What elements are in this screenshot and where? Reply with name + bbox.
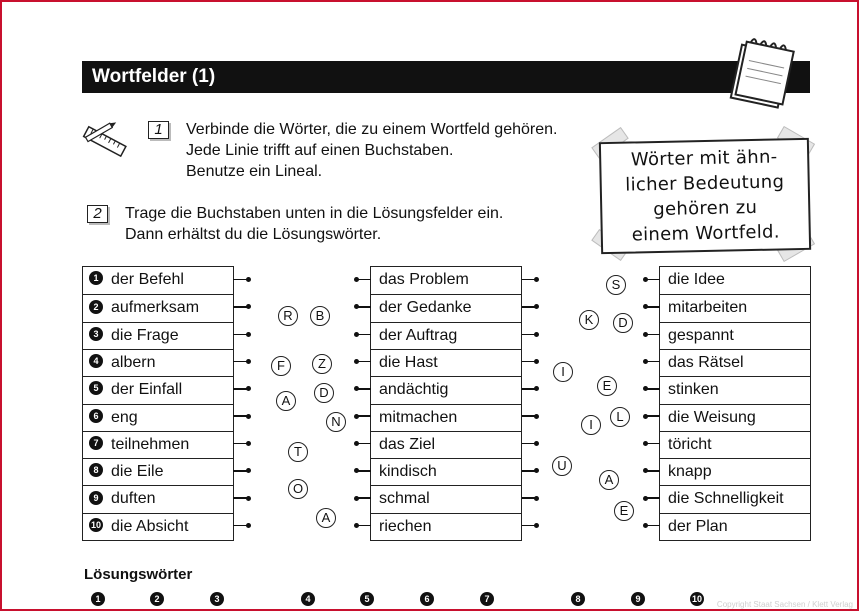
word-cell xyxy=(371,376,521,403)
connector-dot[interactable] xyxy=(534,523,539,528)
connector-dot[interactable] xyxy=(534,332,539,337)
connector-dot[interactable] xyxy=(534,414,539,419)
word-text: der Einfall xyxy=(111,381,183,399)
word-text: die Hast xyxy=(379,353,438,371)
task-1-line: Benutze ein Lineal. xyxy=(186,163,323,180)
connector-dot[interactable] xyxy=(354,496,359,501)
note-line: gehören zu xyxy=(653,196,758,221)
word-cell xyxy=(83,376,233,403)
word-text: schmal xyxy=(379,490,430,508)
item-number-badge: 7 xyxy=(89,436,103,450)
connector-dot[interactable] xyxy=(643,441,648,446)
letter-circle: K xyxy=(579,310,599,330)
word-cell xyxy=(371,404,521,431)
word-cell xyxy=(660,458,810,485)
word-text: teilnehmen xyxy=(111,435,190,453)
word-text: das Problem xyxy=(379,271,469,288)
solution-field-number: 2 xyxy=(150,592,164,606)
connector-dot[interactable] xyxy=(246,468,251,473)
connector-dot[interactable] xyxy=(643,496,648,501)
word-text: das Ziel xyxy=(379,435,436,453)
word-text: mitmachen xyxy=(379,408,458,426)
word-cell xyxy=(371,267,521,294)
note-line: Wörter mit ähn- xyxy=(630,146,778,171)
letter-circle: R xyxy=(278,306,298,326)
item-number-badge: 10 xyxy=(90,519,101,530)
word-cell xyxy=(371,431,521,458)
connector-dot[interactable] xyxy=(643,414,648,419)
page-title: Wortfelder (1) xyxy=(92,66,216,87)
word-text: mitarbeiten xyxy=(668,299,748,317)
word-text: gespannt xyxy=(668,326,734,344)
word-text: die Eile xyxy=(111,463,164,481)
solution-field-number: 8 xyxy=(571,592,585,606)
task-1-line: Verbinde die Wörter, die zu einem Wortfeld gehören. xyxy=(186,121,558,138)
word-cell xyxy=(83,322,233,349)
word-text: aufmerksam xyxy=(111,299,200,317)
word-cell xyxy=(83,349,233,376)
word-cell xyxy=(660,294,810,321)
connector-dot[interactable] xyxy=(643,468,648,473)
connector-dot[interactable] xyxy=(246,277,251,282)
connector-dot[interactable] xyxy=(354,441,359,446)
task-2-text xyxy=(125,203,503,245)
ruler-pencil-icon xyxy=(82,118,128,164)
connector-dot[interactable] xyxy=(354,332,359,337)
word-cell xyxy=(83,513,233,540)
connector-dot[interactable] xyxy=(534,359,539,364)
word-text: andächtig xyxy=(379,381,449,399)
word-text: albern xyxy=(111,353,156,371)
connector-dot[interactable] xyxy=(354,468,359,473)
connector-dot[interactable] xyxy=(354,359,359,364)
solution-title: Lösungswörter xyxy=(84,566,193,583)
word-cell xyxy=(83,294,233,321)
word-text: der Auftrag xyxy=(379,326,458,344)
item-number-badge: 2 xyxy=(89,300,103,314)
word-cell xyxy=(83,431,233,458)
connector-dot[interactable] xyxy=(246,414,251,419)
item-number-badge: 8 xyxy=(89,463,103,477)
task-2-number: 2 xyxy=(87,205,108,223)
connector-dot[interactable] xyxy=(246,441,251,446)
item-number-badge: 9 xyxy=(89,491,103,505)
letter-circle: S xyxy=(606,275,626,295)
notepad-icon xyxy=(724,36,804,116)
left-word-column xyxy=(82,266,234,541)
letter-circle: I xyxy=(553,362,573,382)
word-cell xyxy=(660,376,810,403)
letter-circle: N xyxy=(326,412,346,432)
connector-dot[interactable] xyxy=(643,523,648,528)
word-cell xyxy=(660,322,810,349)
word-text: der Plan xyxy=(668,517,728,535)
watermark: Copyright Staat Sachsen / Klett Verlag xyxy=(716,600,853,609)
letter-circle: T xyxy=(288,442,308,462)
task-2-line: Dann erhältst du die Lösungswörter. xyxy=(125,226,382,243)
letter-circle: B xyxy=(310,306,330,326)
task-1-text xyxy=(186,119,557,182)
word-cell xyxy=(83,485,233,512)
task-2-line: Trage die Buchstaben unten in die Lösungsfelder ein. xyxy=(125,205,504,222)
word-cell xyxy=(371,485,521,512)
word-text: stinken xyxy=(668,381,719,399)
connector-dot[interactable] xyxy=(246,523,251,528)
word-text: die Idee xyxy=(668,271,725,288)
word-cell xyxy=(83,267,233,294)
note-line: licher Bedeutung xyxy=(625,171,785,196)
letter-circle: A xyxy=(276,391,296,411)
letter-circle: I xyxy=(581,415,601,435)
connector-dot[interactable] xyxy=(643,386,648,391)
solution-field-number: 7 xyxy=(480,592,494,606)
solution-field-number: 1 xyxy=(91,592,105,606)
connector-dot[interactable] xyxy=(246,359,251,364)
word-text: die Frage xyxy=(111,326,179,344)
connector-dot[interactable] xyxy=(354,386,359,391)
connector-dot[interactable] xyxy=(534,468,539,473)
word-cell xyxy=(371,458,521,485)
item-number-badge: 4 xyxy=(89,354,103,368)
item-number-badge: 1 xyxy=(89,271,103,285)
word-cell xyxy=(660,404,810,431)
right-word-column xyxy=(659,266,811,541)
letter-circle: E xyxy=(614,501,634,521)
connector-dot[interactable] xyxy=(354,277,359,282)
letter-circle: F xyxy=(271,356,291,376)
word-cell xyxy=(371,294,521,321)
definition-note xyxy=(599,138,811,254)
solution-field-number: 4 xyxy=(301,592,315,606)
connector-dot[interactable] xyxy=(534,441,539,446)
solution-field-number: 3 xyxy=(210,592,224,606)
task-1-line: Jede Linie trifft auf einen Buchstaben. xyxy=(186,142,454,159)
item-number-badge: 6 xyxy=(89,409,103,423)
word-cell xyxy=(660,485,810,512)
connector-dot[interactable] xyxy=(354,414,359,419)
connector-dot[interactable] xyxy=(534,386,539,391)
connector-dot[interactable] xyxy=(354,523,359,528)
word-cell xyxy=(660,267,810,294)
word-text: töricht xyxy=(668,435,712,453)
letter-circle: D xyxy=(314,383,334,403)
solution-field-number: 5 xyxy=(360,592,374,606)
connector-dot[interactable] xyxy=(534,496,539,501)
solution-field-number: 10 xyxy=(691,594,702,604)
letter-circle: U xyxy=(552,456,572,476)
letter-circle: A xyxy=(316,508,336,528)
connector-dot[interactable] xyxy=(534,277,539,282)
connector-dot[interactable] xyxy=(643,277,648,282)
solution-field-number: 6 xyxy=(420,592,434,606)
letter-circle: E xyxy=(597,376,617,396)
item-number-badge: 5 xyxy=(89,381,103,395)
letter-circle: D xyxy=(613,313,633,333)
word-text: knapp xyxy=(668,463,712,481)
word-cell xyxy=(660,349,810,376)
letter-circle: L xyxy=(610,407,630,427)
word-cell xyxy=(83,458,233,485)
word-cell xyxy=(660,431,810,458)
solution-field-number: 9 xyxy=(631,592,645,606)
letter-circle: Z xyxy=(312,354,332,374)
connector-dot[interactable] xyxy=(246,496,251,501)
connector-dot[interactable] xyxy=(246,386,251,391)
note-line: einem Wortfeld. xyxy=(631,221,781,246)
middle-word-column xyxy=(370,266,522,541)
connector-dot[interactable] xyxy=(246,332,251,337)
connector-dot[interactable] xyxy=(643,332,648,337)
item-number-badge: 3 xyxy=(89,327,103,341)
word-cell xyxy=(371,349,521,376)
word-text: kindisch xyxy=(379,463,437,481)
letter-circle: A xyxy=(599,470,619,490)
word-text: der Gedanke xyxy=(379,299,472,317)
word-text: die Weisung xyxy=(668,408,756,426)
word-text: die Schnelligkeit xyxy=(668,490,784,508)
word-text: riechen xyxy=(379,517,432,535)
word-text: duften xyxy=(111,490,156,508)
word-cell xyxy=(660,513,810,540)
word-text: eng xyxy=(111,408,138,426)
word-text: das Rätsel xyxy=(668,353,744,371)
connector-dot[interactable] xyxy=(643,359,648,364)
task-1-number: 1 xyxy=(148,121,169,139)
word-text: der Befehl xyxy=(111,271,184,288)
word-cell xyxy=(83,404,233,431)
word-text: die Absicht xyxy=(111,517,189,535)
letter-circle: O xyxy=(288,479,308,499)
word-cell xyxy=(371,322,521,349)
word-cell xyxy=(371,513,521,540)
